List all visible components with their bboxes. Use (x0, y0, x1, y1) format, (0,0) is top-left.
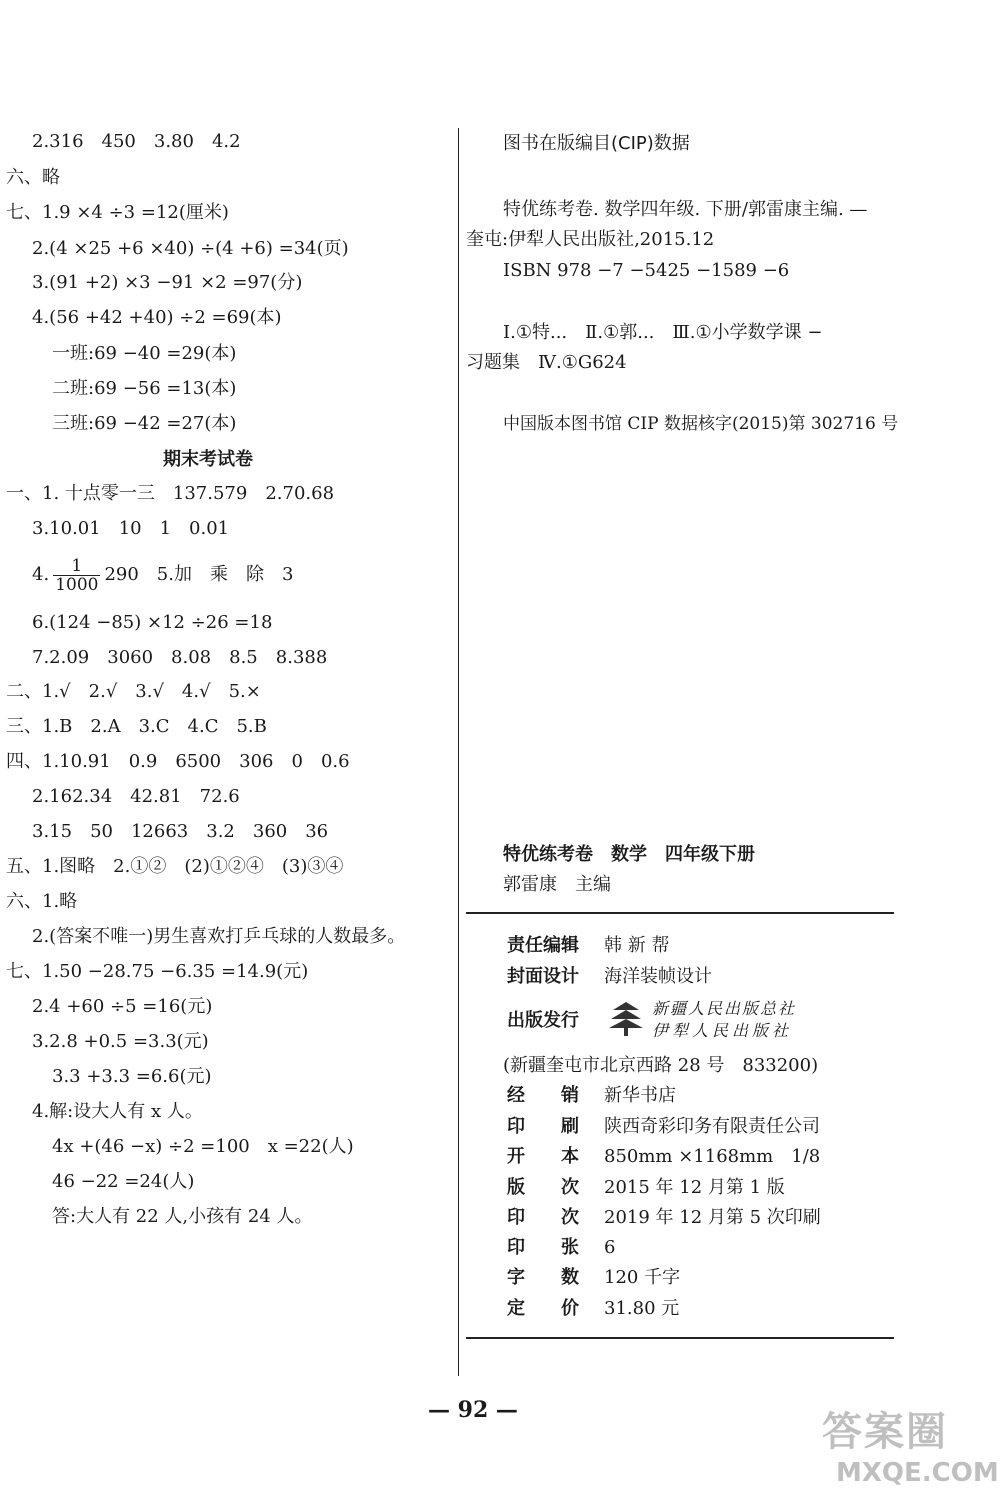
cip-line: Ⅰ.①特... Ⅱ.①郭... Ⅲ.①小学数学课 − (503, 322, 823, 343)
spec-value: 6 (604, 1237, 616, 1258)
answer-number: 4. (32, 564, 50, 585)
answer-line: 6.(124 −85) ×12 ÷26 =18 (32, 612, 273, 633)
field-value: 韩 新 帮 (604, 935, 670, 956)
watermark-url: MXQE.COM (836, 1458, 999, 1488)
answer-line: 答:大人有 22 人,小孩有 24 人。 (52, 1206, 313, 1227)
answer-line: 2.4 +60 ÷5 =16(元) (32, 996, 213, 1017)
answer-line: 4.(56 +42 +40) ÷2 =69(本) (32, 307, 282, 328)
cip-heading: 图书在版编目(CIP)数据 (503, 133, 690, 154)
answer-line: 五、1.图略 2.①② (2)①②④ (3)③④ (6, 856, 344, 877)
answer-line: 二、1.√ 2.√ 3.√ 4.√ 5.× (6, 681, 261, 702)
answer-line: 3.15 50 12663 3.2 360 36 (32, 821, 329, 842)
answer-line: 2.162.34 42.81 72.6 (32, 786, 240, 807)
field-label: 封面设计 (507, 966, 579, 987)
page-number: — 92 — (428, 1397, 518, 1423)
answer-line: 4.解:设大人有 x 人。 (32, 1101, 203, 1122)
book-title: 特优练考卷 数学 四年级下册 (503, 844, 755, 865)
colophon-bottom-rule (466, 1337, 894, 1339)
publisher-logo (606, 998, 646, 1038)
spec-value: 陕西奇彩印务有限责任公司 (604, 1116, 820, 1137)
spec-value: 新华书店 (604, 1085, 676, 1106)
answer-line: 2.316 450 3.80 4.2 (32, 131, 241, 152)
spec-label: 印 张 (507, 1237, 579, 1258)
cip-line: 特优练考卷. 数学四年级. 下册/郭雷康主编. — (503, 199, 868, 220)
field-label: 出版发行 (507, 1010, 579, 1031)
cip-line: ISBN 978 −7 −5425 −1589 −6 (503, 260, 790, 281)
spec-value: 850mm ×1168mm 1/8 (604, 1146, 821, 1167)
answer-line: 一班:69 −40 =29(本) (52, 343, 237, 364)
answer-line: 3.2.8 +0.5 =3.3(元) (32, 1031, 209, 1052)
answer-line: 3.3 +3.3 =6.6(元) (52, 1066, 212, 1087)
answer-line: 四、1.10.91 0.9 6500 306 0 0.6 (6, 751, 350, 772)
watermark-logo: 答案圈 (822, 1409, 948, 1455)
spec-label: 定 价 (507, 1298, 579, 1319)
answer-line: 二班:69 −56 =13(本) (52, 378, 237, 399)
spec-value: 120 千字 (604, 1267, 681, 1288)
spec-value: 2019 年 12 月第 5 次印刷 (604, 1207, 821, 1228)
spec-value: 31.80 元 (604, 1298, 680, 1319)
cip-line: 习题集 Ⅳ.①G624 (466, 352, 627, 373)
fraction-numerator: 1 (53, 557, 100, 576)
answer-text: 290 5.加 乘 除 3 (104, 564, 294, 585)
field-value: 海洋装帧设计 (604, 966, 712, 987)
column-divider (458, 128, 459, 1376)
answer-line: 七、1.50 −28.75 −6.35 =14.9(元) (6, 961, 309, 982)
answer-line: 3.(91 +2) ×3 −91 ×2 =97(分) (32, 272, 303, 293)
cip-line: 奎屯:伊犁人民出版社,2015.12 (466, 229, 715, 250)
answer-line: 2.(4 ×25 +6 ×40) ÷(4 +6) =34(页) (32, 238, 349, 259)
spec-label: 版 次 (507, 1177, 579, 1198)
publisher-name: 新疆人民出版总社 (652, 999, 797, 1018)
field-label: 责任编辑 (507, 935, 579, 956)
publisher-name: 伊犁人民出版社 (652, 1021, 793, 1040)
tree-logo-icon (606, 998, 646, 1038)
answer-line: 一、1. 十点零一三 137.579 2.70.68 (6, 483, 335, 504)
fraction-denominator: 1000 (55, 574, 99, 595)
spec-label: 开 本 (507, 1146, 579, 1167)
answer-line: 2.(答案不唯一)男生喜欢打乒乓球的人数最多。 (32, 926, 406, 947)
spec-label: 字 数 (507, 1267, 579, 1288)
answer-line: 7.2.09 3060 8.08 8.5 8.388 (32, 647, 328, 668)
publisher-address: (新疆奎屯市北京西路 28 号 833200) (503, 1055, 819, 1076)
section-title: 期末考试卷 (163, 449, 253, 470)
answer-line: 三班:69 −42 =27(本) (52, 413, 237, 434)
book-editor: 郭雷康 主编 (503, 874, 611, 895)
answer-line-fraction (32, 553, 293, 597)
answer-line: 3.10.01 10 1 0.01 (32, 518, 230, 539)
answer-line: 七、1.9 ×4 ÷3 =12(厘米) (6, 202, 229, 223)
answer-line: 46 −22 =24(人) (52, 1171, 195, 1192)
cip-line: 中国版本图书馆 CIP 数据核字(2015)第 302716 号 (503, 414, 899, 434)
answer-line: 六、略 (6, 167, 60, 188)
answer-line: 4x +(46 −x) ÷2 =100 x =22(人) (52, 1136, 354, 1157)
spec-value: 2015 年 12 月第 1 版 (604, 1177, 785, 1198)
fraction (53, 557, 100, 594)
spec-label: 印 刷 (507, 1116, 579, 1137)
answer-line: 三、1.B 2.A 3.C 4.C 5.B (6, 716, 267, 737)
answer-line: 六、1.略 (6, 891, 78, 912)
colophon-top-rule (466, 912, 894, 914)
spec-label: 经 销 (507, 1085, 579, 1106)
spec-label: 印 次 (507, 1207, 579, 1228)
